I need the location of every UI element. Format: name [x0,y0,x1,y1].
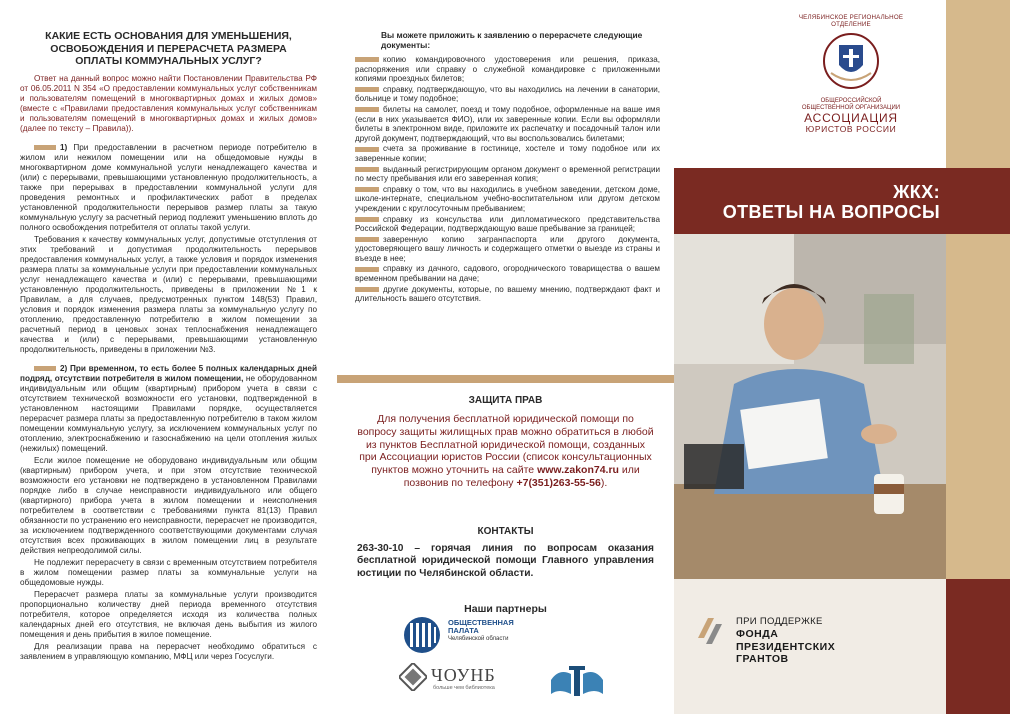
bullet-bar [355,287,379,292]
org-line-2: ОТДЕЛЕНИЕ [831,21,871,29]
list-item: справку, подтверждающую, что вы находились на лечении в санатории, больнице и тому подобное; [355,84,660,104]
association-emblem-icon [821,31,881,91]
org-line-4: ОБЩЕСТВЕННОЙ ОРГАНИЗАЦИИ [801,105,901,112]
support-fund-name: ФОНДА ПРЕЗИДЕНТСКИХ ГРАНТОВ [736,628,836,665]
paragraph-1b: Требования к качеству коммунальных услуг, допустимые отступления от этих требований и допустимая продолжительность перерывов предоставления коммунальных услуг, а также условия и порядок изменения размера платы за коммунальные услуги при предоставлении коммунальных услуг ненадлежащего качества и (или) с перерывами, превышающими установленную продолжительность, приведены в приложении №1 к Правилам, а для случаев, предусмотренных пунктом 148(53) Правил, условия и порядок изменения размера платы за коммунальную услугу по отоплению, предоставленную потребителю в жилом помещении за расчетный период в ценовых зонах теплоснабжения ненадлежащего качества и (или) с перерывами, превышающими установленную продолжительность, приведены в приложении №3. [20,234,317,354]
paragraph-1-number: 1) [60,142,68,152]
bullet-bar [355,167,379,172]
org-line-3: ОБЩЕРОССИЙСКОЙ [820,98,882,105]
org-line-1: ЧЕЛЯБИНСКОЕ РЕГИОНАЛЬНОЕ [798,14,904,21]
protect-card [337,383,674,714]
list-item: счета за проживание в гостинице, хостеле и тому подобное или их заверенные копии; [355,144,660,163]
public-chamber-logo: ОБЩЕСТВЕННАЯ ПАЛАТА Челябинской области [402,615,527,655]
protect-body: Для получения бесплатной юридической помощи по вопросу защиты жилищных прав можно обратиться в любой из пунктов Бесплатной юридической помощи, созданных при Ассоциации юристов России (список консультационных пунктов можно уточнить на сайте www.zakon74.ru или позвонив по телефону +7(351)263-55-56). [357,413,654,489]
documents-header: Вы можете приложить к заявлению о перерасчете следующие документы: [381,30,643,50]
cover-photo-side-strip [946,234,1010,579]
confused-man-photo-illustration [674,234,946,579]
presidential-grants-logo [694,614,836,665]
bullet-bar [355,267,379,272]
org-name-2: ЮРИСТОВ РОССИИ [805,124,897,135]
paragraph-2-lead: 2) При временном, то есть более 5 полных календарных дней подряд, отсутствии потребителя в жилом помещении, [20,363,317,383]
list-item: заверенную копию загранпаспорта или другого документа, удостоверяющего вашу личность и содержащего отметки о выезде из страны и въезде в нее; [355,234,660,263]
cover-side-strip [946,0,1010,168]
org-name-1: АССОЦИАЦИЯ [804,111,898,126]
library-logo [547,660,607,700]
website-link[interactable]: www.zakon74.ru [537,464,619,477]
association-logo [796,14,906,154]
paragraph-4: Не подлежит перерасчету в связи с временным отсутствием потребителя в жилом помещении размер платы за коммунальные услуги на общедомовые нужды. [20,557,317,587]
partners-title: Наши партнеры [464,603,547,615]
bullet-bar [355,237,379,242]
bullet-bar [355,87,379,92]
support-line-1: ПРИ ПОДДЕРЖКЕ [736,616,823,627]
list-item: билеты на самолет, поезд и тому подобное, оформленные на ваше имя (если в них указывается ФИО), или их заверенные копии. Если вы оформляли билеты в электронном виде, приложите их распечатку и посадочный талон или другой документ, подтверждающий, что вы воспользовались билетами; [355,104,660,143]
bullet-bar [355,57,379,62]
library-emblem-icon [547,660,607,700]
bullet-bar [355,107,379,112]
paragraph-2-text: не оборудованном индивидуальным или общим (квартирным) прибором учета в связи с отсутствием технической возможности его установки, подтвержденной в установленном настоящими Правилами порядке, осуществляется перерасчет размера платы за предоставленную потребителю в таком жилом помещении коммунальную услугу, за исключением коммунальных услуг по отоплению, электроснабжению и газоснабжению на цели отопления жилых (нежилых) помещений. [20,373,317,453]
left-title: КАКИЕ ЕСТЬ ОСНОВАНИЯ ДЛЯ УМЕНЬШЕНИЯ, ОСВОБОЖДЕНИЯ И ПЕРЕРАСЧЕТА РАЗМЕРА ОПЛАТЫ КОММУНАЛЬНЫХ УСЛУГ? [45,30,292,67]
cover-panel [674,0,1010,714]
cover-photo [674,234,946,579]
paragraph-3: Если жилое помещение не оборудовано индивидуальным или общим (квартирным) прибором учета, и при этом отсутствие технической возможности его установки не подтверждено в установленном Правилами порядке либо в случае неисправности индивидуального или общего (квартирного) прибора учета в жилом помещении и неисполнения потребителем в соответствии с требованиями пункта 81(13) Правил обязанности по устранению его неисправности, перерасчет не производится, за исключением подтвержденного соответствующими документами случая отсутствия всех проживающих в жилом помещении лиц в результате действия непреодолимой силы. [20,455,317,555]
cover-title: ЖКХ: ОТВЕТЫ НА ВОПРОСЫ [722,182,940,222]
paragraph-2 [20,364,317,454]
list-item: справку из дачного, садового, огороднического товарищества о вашем временном пребывании на даче; [355,264,660,284]
paragraph-1-text: При предоставлении в расчетном периоде потребителю в жилом или нежилом помещении или на общедомовые нужды в многоквартирном доме коммунальной услуги ненадлежащего качества и (или) с перерывами, превышающими установленную продолжительность, а также при перерывах в предоставлении коммунальной услуги для проведения ремонтных и профилактических работ в пределах установленной продолжительности перерывов размер платы за такую коммунальную услугу за расчетный период подлежит уменьшению вплоть до полного освобождения потребителя от оплаты такой услуги. [20,142,318,232]
contacts-title: КОНТАКТЫ [477,526,534,537]
chounb-logo: ЧОУНБ больше чем библиотека [399,663,524,697]
list-item: другие документы, которые, по вашему мнению, подтверждают факт и длительность вашего отсутствия. [355,284,660,304]
phone-number[interactable]: +7(351)263-55-56 [516,476,601,489]
paragraph-5: Перерасчет размера платы за коммунальные услуги производится пропорционально количеству дней периода временного отсутствия потребителя, которое определяется исходя из количества полных календарных дней его отсутствия, не включая день выбытия из жилого помещения и день прибытия в жилое помещение. [20,589,317,639]
presidential-grants-emblem-icon [694,614,730,648]
paragraph-6: Для реализации права на перерасчет необходимо обратиться с заявлением в управляющую компанию, МФЦ или через Госуслуги. [20,641,317,661]
bullet-bar [34,145,56,150]
rights-protection-section [337,375,674,714]
cover-title-block [674,168,1010,234]
list-item: справку о том, что вы находились в учебном заведении, детском доме, школе-интернате, специальном учебно-воспитательном или другом детском учреждении с круглосуточным пребыванием; [355,184,660,213]
paragraph-1 [20,143,317,233]
section-divider [337,375,674,383]
left-panel [0,0,337,714]
list-item: справку из консульства или дипломатического представительства Российской Федерации, подтверждающую ваше пребывание за границей; [355,214,660,234]
list-item: выданный регистрирующим органом документ о временной регистрации по месту пребывания или его заверенная копия; [355,164,660,184]
bullet-bar [34,366,56,371]
public-chamber-emblem-icon [402,615,444,655]
list-item: копию командировочного удостоверения или решения, приказа, распоряжения или справку о служебной командировке с приложенными копиями проездных билетов; [355,55,660,84]
grant-support-block [674,579,946,714]
intro-paragraph: Ответ на данный вопрос можно найти Постановлении Правительства РФ от 06.05.2011 N 354 «О предоставлении коммунальных услуг собственникам и пользователям помещений в многоквартирных домах и жилых домов» (вместе с «Правилами предоставления коммунальных услуг собственникам и пользователям помещений в многоквартирных домах и жилых домов» (далее по тексту – Правила)). [20,73,317,133]
contacts-body: 263-30-10 – горячая линия по вопросам оказания бесплатной юридической помощи Главного управления юстиции по Челябинской области. [357,543,654,579]
documents-list [355,30,660,305]
chounb-emblem-icon [399,663,427,691]
bullet-bar [355,147,379,152]
bottom-side-strip [946,579,1010,714]
bullet-bar [355,187,379,192]
bullet-bar [355,217,379,222]
protect-title: ЗАЩИТА ПРАВ [468,395,543,406]
